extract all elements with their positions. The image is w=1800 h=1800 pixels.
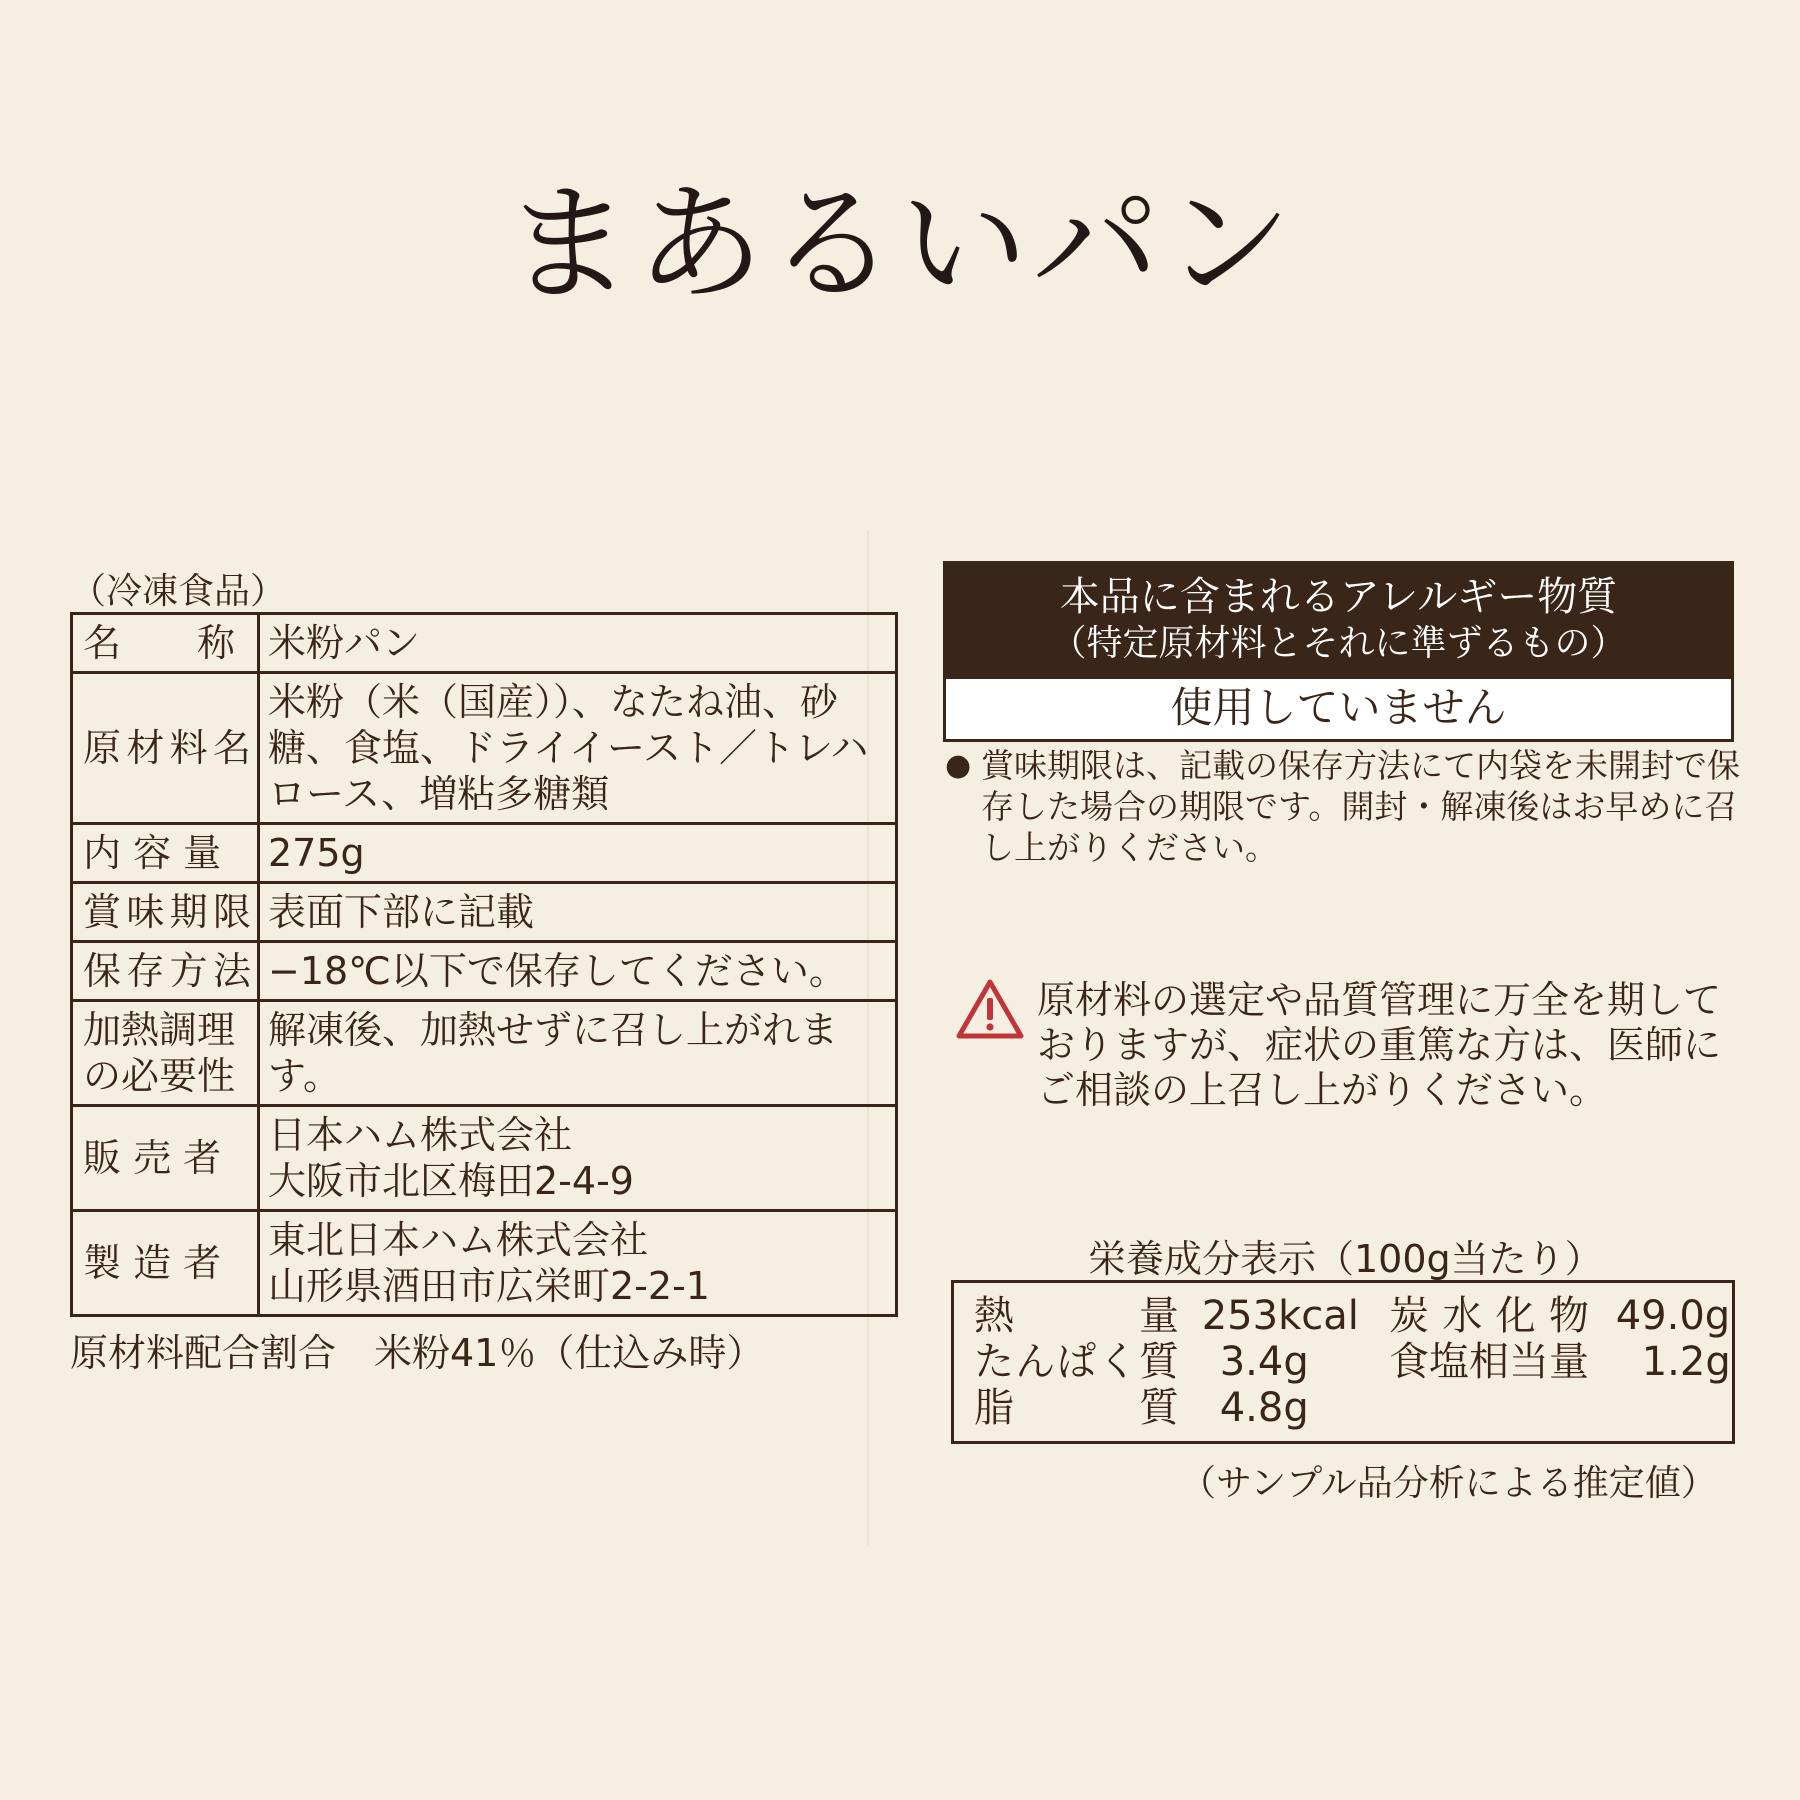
table-row: [72, 1001, 897, 1106]
nutrition-item-fat: [974, 1385, 1309, 1431]
product-label-table: [70, 612, 898, 1317]
table-row: [72, 614, 897, 673]
table-row: [72, 942, 897, 1001]
row-value-storage: −18℃以下で保存してください。: [259, 942, 897, 1001]
nutrition-value: 3.4g: [1219, 1339, 1309, 1385]
nutrition-label: たんぱく質: [974, 1339, 1179, 1385]
warning-triangle-icon: [955, 978, 1025, 1040]
bullet-icon: ●: [945, 748, 972, 783]
frozen-food-label: （冷凍食品）: [70, 571, 287, 612]
nutrition-label: 食塩相当量: [1389, 1339, 1589, 1385]
nutrition-item-carbohydrate: [1389, 1293, 1730, 1339]
warning-text: 原材料の選定や品質管理に万全を期しておりますが、症状の重篤な方は、医師にご相談の上召し上がりください。: [1037, 978, 1722, 1112]
allergy-heading-line1: 本品に含まれるアレルギー物質: [1059, 574, 1618, 620]
row-value-best-before: 表面下部に記載: [259, 883, 897, 942]
table-row: [72, 673, 897, 824]
table-row: [72, 1106, 897, 1211]
row-value-manufacturer: 東北日本ハム株式会社 山形県酒田市広栄町2-2-1: [259, 1211, 897, 1316]
best-before-note-text: 賞味期限は、記載の保存方法にて内袋を未開封で保存した場合の期限です。開封・解凍後はお早めに召し上がりください。: [981, 746, 1740, 867]
product-title: まあるいパン: [503, 170, 1296, 319]
table-row: [72, 1211, 897, 1316]
row-key-best-before: 賞味期限: [72, 883, 259, 942]
nutrition-value: 49.0g: [1615, 1293, 1731, 1339]
allergy-heading-line2: （特定原材料とそれに準ずるもの）: [1050, 623, 1627, 664]
nutrition-label: 炭水化物: [1389, 1293, 1589, 1339]
row-value-name: 米粉パン: [259, 614, 897, 673]
row-value-heating: 解凍後、加熱せずに召し上がれます。: [259, 1001, 897, 1106]
nutrition-table: [951, 1280, 1735, 1444]
row-key-name: 名 称: [72, 614, 259, 673]
nutrition-title: 栄養成分表示（100g当たり）: [1088, 1237, 1603, 1281]
row-value-seller: 日本ハム株式会社 大阪市北区梅田2-4-9: [259, 1106, 897, 1211]
row-key-quantity: 内 容 量: [72, 824, 259, 883]
row-key-storage: 保存方法: [72, 942, 259, 1001]
table-row: [72, 824, 897, 883]
nutrition-item-salt: [1389, 1339, 1731, 1385]
nutrition-label: 脂質: [974, 1385, 1179, 1431]
nutrition-value: 253kcal: [1201, 1293, 1359, 1339]
allergy-box: [943, 561, 1734, 742]
row-key-seller: 販 売 者: [72, 1106, 259, 1211]
row-value-quantity: 275g: [259, 824, 897, 883]
allergy-heading: [946, 564, 1731, 676]
table-row: [72, 883, 897, 942]
nutrition-value: 4.8g: [1219, 1385, 1309, 1431]
ingredient-ratio: 原材料配合割合 米粉41％（仕込み時）: [70, 1331, 765, 1375]
best-before-note: [945, 745, 1745, 868]
row-key-heating: 加熱調理の必要性: [72, 1001, 259, 1106]
allergy-status: 使用していません: [946, 676, 1731, 739]
nutrition-item-energy: [974, 1293, 1359, 1339]
nutrition-value: 1.2g: [1641, 1339, 1731, 1385]
row-key-manufacturer: 製 造 者: [72, 1211, 259, 1316]
nutrition-note: （サンプル品分析による推定値）: [1180, 1463, 1717, 1504]
nutrition-item-protein: [974, 1339, 1309, 1385]
allergy-warning: [955, 978, 1755, 1113]
nutrition-label: 熱量: [974, 1293, 1179, 1339]
row-value-ingredients: 米粉（米（国産））、なたね油、砂糖、食塩、ドライイースト／トレハロース、増粘多糖類: [259, 673, 897, 824]
row-key-ingredients: 原材料名: [72, 673, 259, 824]
